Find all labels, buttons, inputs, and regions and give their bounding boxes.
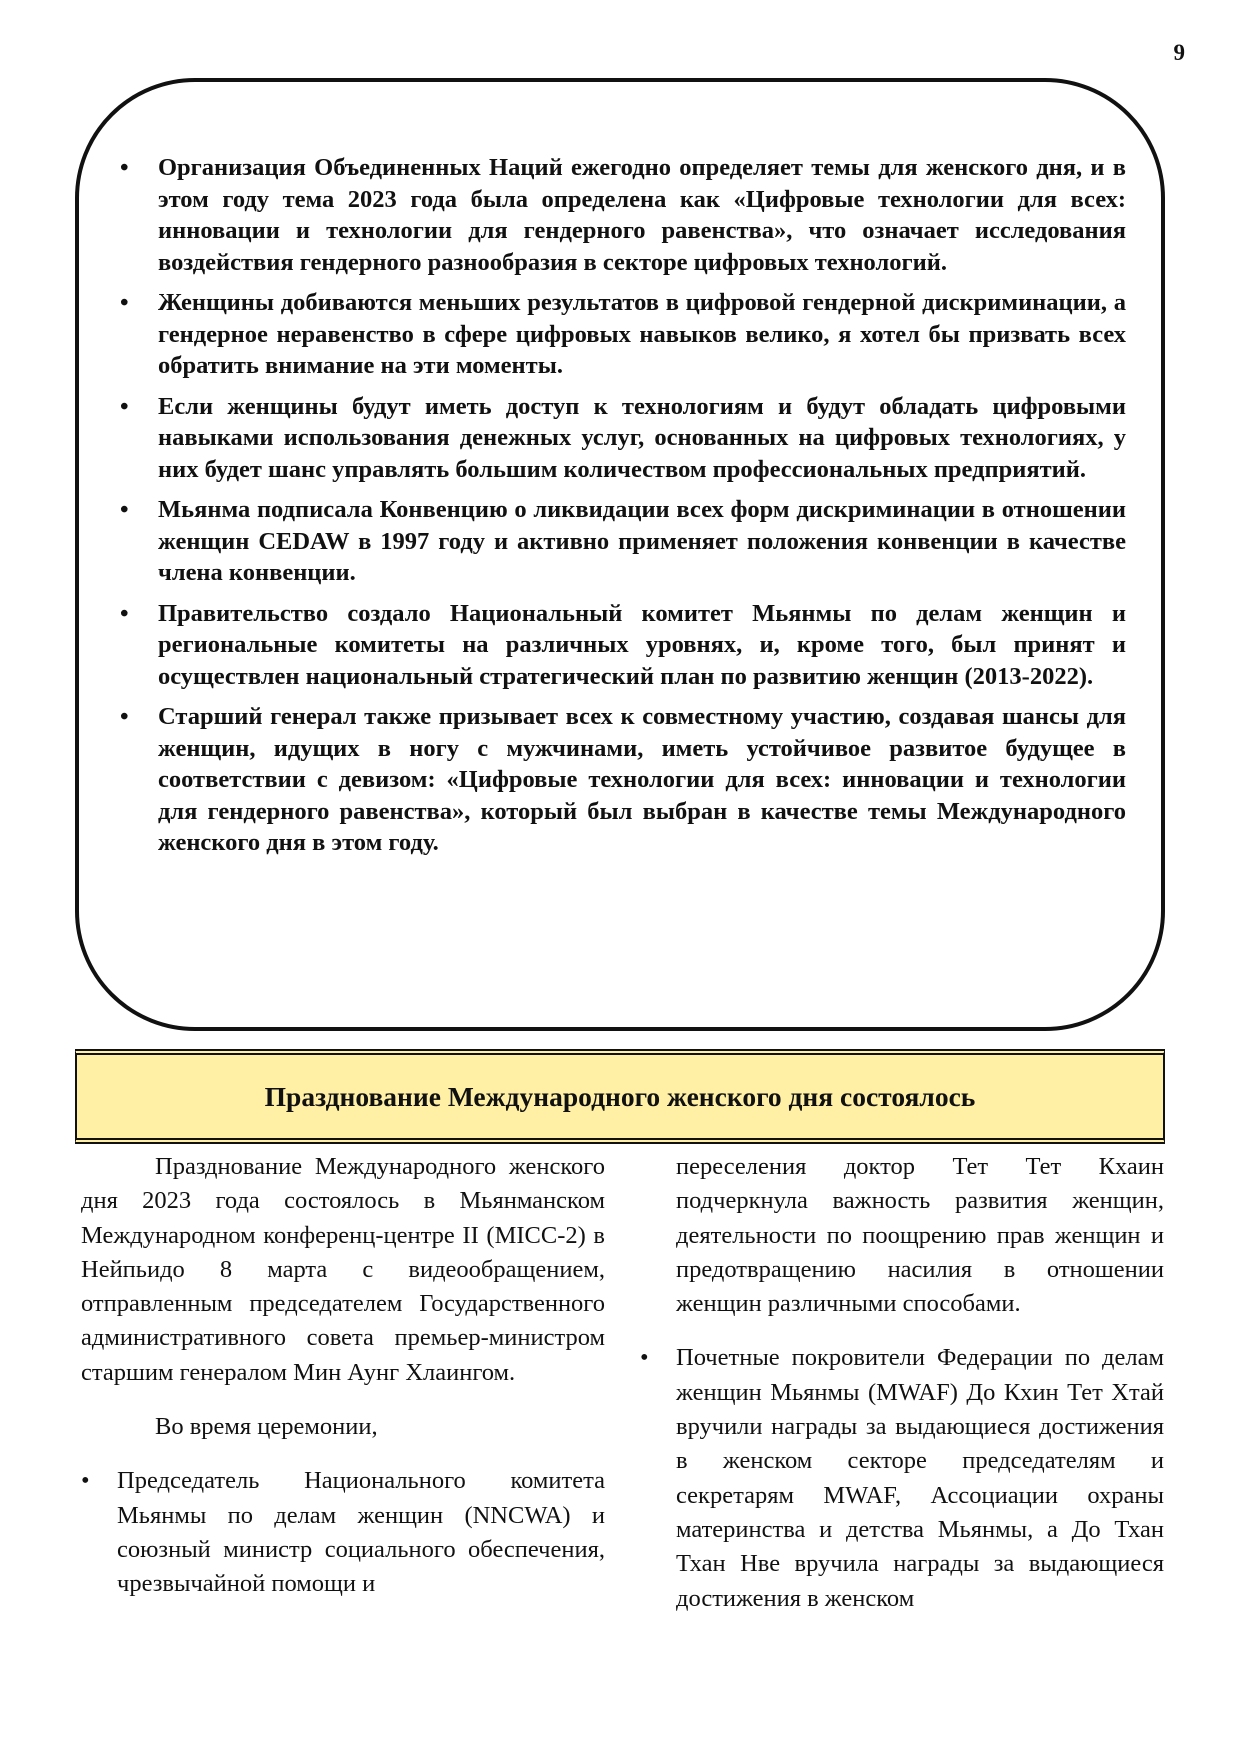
section-heading: Празднование Международного женского дня состоялось bbox=[264, 1080, 976, 1112]
article-bullet-item bbox=[81, 1464, 605, 1601]
page-number: 9 bbox=[1173, 40, 1185, 65]
callout-item bbox=[120, 391, 1126, 486]
callout-item-text: Мьянма подписала Конвенцию о ликвидации всех форм дискриминации в отношении женщин CEDAW в 1997 году и активно применяет положения конвенции в качестве члена конвенции. bbox=[158, 496, 1126, 586]
bullet-icon: • bbox=[120, 289, 129, 316]
article-bullet-continuation: переселения доктор Тет Тет Кхаин подчеркнула важность развития женщин, деятельности по поощрению прав женщин и предотвращению насилия в отношении женщин различными способами. bbox=[676, 1153, 1164, 1318]
callout-item bbox=[120, 152, 1126, 278]
article-bullet-list bbox=[81, 1464, 605, 1601]
callout-list bbox=[120, 152, 1126, 868]
article-bullet-item bbox=[640, 1341, 1164, 1615]
section-heading-banner bbox=[75, 1049, 1165, 1144]
bullet-icon: • bbox=[120, 599, 129, 627]
callout-item bbox=[120, 701, 1126, 859]
article-column-left bbox=[81, 1150, 605, 1602]
callout-item bbox=[120, 287, 1126, 382]
article-column-right bbox=[640, 1150, 1164, 1616]
article-intro-paragraph: Празднование Международного женского дня 2023 года состоялось в Мьянманском Международном конференц-центре II (MICC-2) в Нейпьидо 8 марта с видеообращением, отправленным председателем Государственного административного совета премьер-министром старшим генералом Мин Аунг Хлаингом. bbox=[81, 1153, 605, 1386]
callout-item-text: Правительство создало Национальный комитет Мьянмы по делам женщин и региональные комитеты на различных уровнях, и, кроме того, был принят и осуществлен национальный стратегический план по развитию женщин (2013-2022). bbox=[158, 599, 1126, 690]
article-bullet-text: Почетные покровители Федерации по делам женщин Мьянмы (MWAF) До Кхин Тет Хтай вручили награды за выдающиеся достижения в женском секторе председателям и секретарям MWAF, Ассоциации охраны материнства и детства Мьянмы, а До Тхан Тхан Нве вручила награды за выдающиеся достижения в женском bbox=[676, 1344, 1164, 1612]
callout-item-text: Организация Объединенных Наций ежегодно определяет темы для женского дня, и в этом году тема 2023 года была определена как «Цифровые технологии для всех: инновации и технологии для гендерного равенства», что означает исследования воздействия гендерного разнообразия в секторе цифровых технологий. bbox=[158, 154, 1126, 276]
bullet-icon: • bbox=[81, 1467, 90, 1495]
callout-item-text: Старший генерал также призывает всех к совместному участию, создавая шансы для женщин, идущих в ногу с мужчинами, иметь устойчивое развитое будущее в соответствии с девизом: «Цифровые технологии для всех: инновации и технологии для гендерного равенства», который был выбран в качестве темы Международного женского дня в этом году. bbox=[158, 703, 1126, 856]
callout-item-text: Если женщины будут иметь доступ к технологиям и будут обладать цифровыми навыками использования денежных услуг, основанных на цифровых технологиях, у них будет шанс управлять большим количеством профессиональных предприятий. bbox=[158, 392, 1126, 483]
ceremony-lead-paragraph: Во время церемонии, bbox=[155, 1413, 378, 1441]
bullet-icon: • bbox=[640, 1344, 649, 1372]
bullet-icon: • bbox=[120, 496, 129, 523]
bullet-icon: • bbox=[120, 392, 129, 420]
callout-item-text: Женщины добиваются меньших результатов в цифровой гендерной дискриминации, а гендерное неравенство в сфере цифровых навыков велико, я хотел бы призвать всех обратить внимание на эти моменты. bbox=[158, 289, 1126, 379]
bullet-icon: • bbox=[120, 154, 129, 181]
article-bullet-list bbox=[640, 1341, 1164, 1615]
bullet-icon: • bbox=[120, 703, 129, 730]
article-bullet-text: Председатель Национального комитета Мьянмы по делам женщин (NNCWA) и союзный министр социального обеспечения, чрезвычайной помощи и bbox=[117, 1467, 605, 1598]
callout-item bbox=[120, 598, 1126, 693]
callout-item bbox=[120, 494, 1126, 589]
